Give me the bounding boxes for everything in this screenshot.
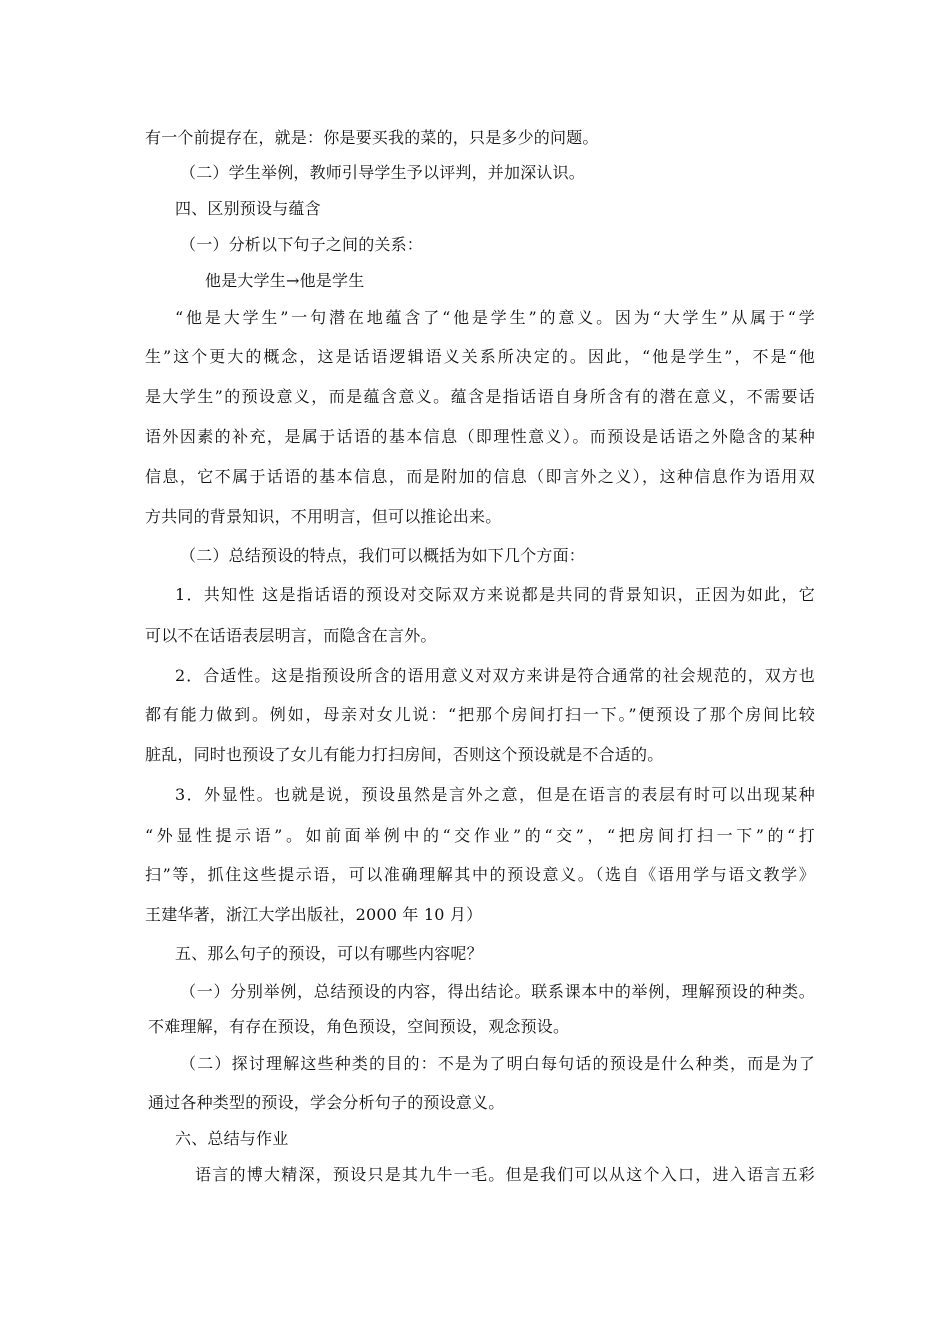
text-line: （二）探讨理解这些种类的目的：不是为了明白每句话的预设是什么种类，而是为了 bbox=[180, 1054, 815, 1073]
text-line: 信息，它不属于话语的基本信息，而是附加的信息（即言外之义），这种信息作为语用双 bbox=[145, 467, 815, 486]
section-heading: 四、区别预设与蕴含 bbox=[175, 199, 321, 218]
text-line: 都有能力做到。例如，母亲对女儿说：“把那个房间打扫一下。”便预设了那个房间比较 bbox=[145, 705, 815, 724]
text-line: 扫”等，抓住这些提示语，可以准确理解其中的预设意义。（选自《语用学与语文教学》 bbox=[145, 865, 815, 884]
text-line: 语外因素的补充，是属于话语的基本信息（即理性意义）。而预设是话语之外隐含的某种 bbox=[145, 427, 815, 446]
text-line: 生”这个更大的概念，这是话语逻辑语义关系所决定的。因此，“他是学生”，不是“他 bbox=[145, 347, 815, 366]
text-line: 3．外显性。也就是说，预设虽然是言外之意，但是在语言的表层有时可以出现某种 bbox=[175, 785, 815, 804]
text-line: 可以不在话语表层明言，而隐含在言外。 bbox=[145, 626, 437, 645]
text-line: “他是大学生”一句潜在地蕴含了“他是学生”的意义。因为“大学生”从属于“学 bbox=[175, 308, 815, 327]
text-line: （二）总结预设的特点，我们可以概括为如下几个方面： bbox=[180, 546, 586, 565]
section-heading: 六、总结与作业 bbox=[175, 1129, 289, 1148]
text-line: 语言的博大精深，预设只是其九牛一毛。但是我们可以从这个入口，进入语言五彩 bbox=[195, 1165, 815, 1184]
text-line: 2．合适性。这是指预设所含的语用意义对双方来讲是符合通常的社会规范的，双方也 bbox=[175, 666, 815, 685]
text-line: 方共同的背景知识，不用明言，但可以推论出来。 bbox=[145, 507, 502, 526]
text-line: （二）学生举例，教师引导学生予以评判，并加深认识。 bbox=[180, 163, 586, 182]
citation-line: 王建华著，浙江大学出版社，2000 年 10 月） bbox=[145, 905, 483, 924]
text-line: 1．共知性 这是指话语的预设对交际双方来说都是共同的背景知识，正因为如此，它 bbox=[175, 585, 815, 604]
text-line: 不难理解，有存在预设，角色预设，空间预设，观念预设。 bbox=[148, 1017, 570, 1036]
text-line: “外显性提示语”。如前面举例中的“交作业”的“交”，“把房间打扫一下”的“打 bbox=[145, 826, 815, 845]
text-line: （一）分别举例，总结预设的内容，得出结论。联系课本中的举例，理解预设的种类。 bbox=[180, 982, 815, 1001]
text-line: 通过各种类型的预设，学会分析句子的预设意义。 bbox=[148, 1093, 505, 1112]
text-line: 是大学生”的预设意义，而是蕴含意义。蕴含是指话语自身所含有的潜在意义，不需要话 bbox=[145, 387, 815, 406]
section-heading: 五、那么句子的预设，可以有哪些内容呢？ bbox=[175, 944, 483, 963]
text-line: 脏乱，同时也预设了女儿有能力打扫房间，否则这个预设就是不合适的。 bbox=[145, 745, 664, 764]
text-line: （一）分析以下句子之间的关系： bbox=[180, 235, 424, 254]
example-sentence: 他是大学生→他是学生 bbox=[205, 271, 365, 290]
text-line: 有一个前提存在，就是：你是要买我的菜的，只是多少的问题。 bbox=[145, 128, 599, 147]
